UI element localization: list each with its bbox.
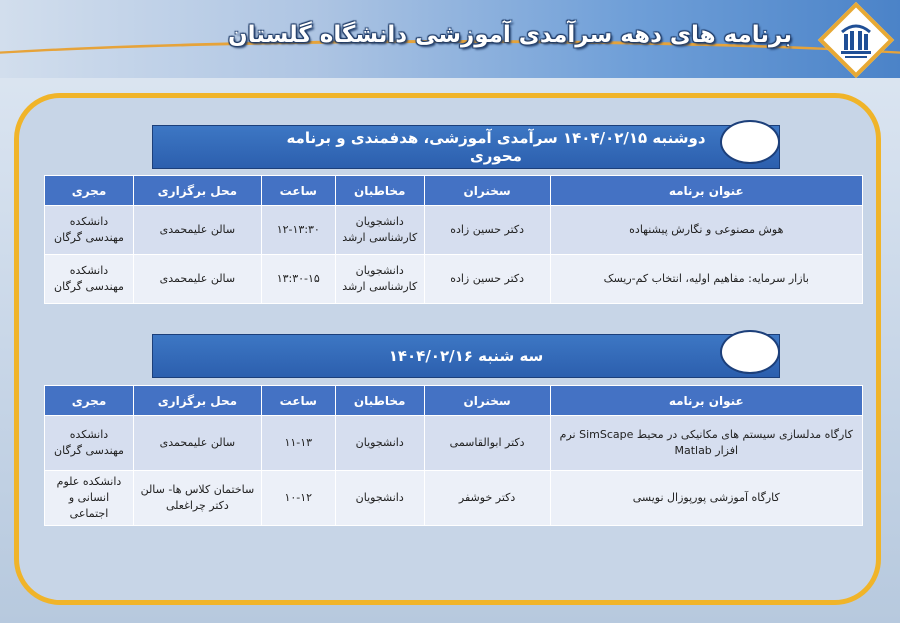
golestan-university-logo-icon bbox=[836, 18, 876, 62]
organizer: دانشکده علوم انسانی و اجتماعی bbox=[45, 471, 134, 526]
audience: دانشجویان کارشناسی ارشد bbox=[335, 206, 424, 255]
time: ۱۰-۱۲ bbox=[261, 471, 335, 526]
organizer: دانشکده مهندسی گرگان bbox=[45, 206, 134, 255]
university-logo bbox=[818, 2, 894, 78]
table-row bbox=[45, 471, 863, 526]
time: ۱۱-۱۳ bbox=[261, 416, 335, 471]
session-heading-1-circle bbox=[720, 120, 780, 164]
table-row bbox=[45, 255, 863, 304]
time: ۱۳:۳۰-۱۵ bbox=[261, 255, 335, 304]
audience: دانشجویان bbox=[335, 471, 424, 526]
col-organizer-header: مجری bbox=[45, 386, 134, 416]
page-title: برنامه های دهه سرآمدی آموزشی دانشگاه گلستان bbox=[227, 22, 792, 48]
session-heading-1 bbox=[152, 125, 780, 169]
venue: سالن علیمحمدی bbox=[133, 255, 261, 304]
col-audience-header: مخاطبان bbox=[335, 386, 424, 416]
organizer: دانشکده مهندسی گرگان bbox=[45, 255, 134, 304]
speaker: دکتر حسین زاده bbox=[424, 255, 550, 304]
speaker: دکتر خوشفر bbox=[424, 471, 550, 526]
time: ۱۲-۱۳:۳۰ bbox=[261, 206, 335, 255]
venue: ساختمان کلاس ها- سالن دکتر چراغعلی bbox=[133, 471, 261, 526]
table-row bbox=[45, 416, 863, 471]
session-heading-2-circle bbox=[720, 330, 780, 374]
schedule-table-1 bbox=[44, 175, 863, 304]
program-title: بازار سرمایه: مفاهیم اولیه، انتخاب کم-ریسک bbox=[550, 255, 862, 304]
table-header-row bbox=[45, 176, 863, 206]
col-audience-header: مخاطبان bbox=[335, 176, 424, 206]
col-venue-header: محل برگزاری bbox=[133, 386, 261, 416]
table-header-row bbox=[45, 386, 863, 416]
audience: دانشجویان bbox=[335, 416, 424, 471]
col-title-header: عنوان برنامه bbox=[550, 176, 862, 206]
program-title: کارگاه آموزشی پورپوزال نویسی bbox=[550, 471, 862, 526]
program-title: کارگاه مدلسازی سیستم های مکانیکی در محیط SimScape نرم افزار Matlab bbox=[550, 416, 862, 471]
table-row bbox=[45, 206, 863, 255]
col-speaker-header: سخنران bbox=[424, 386, 550, 416]
schedule-table-2 bbox=[44, 385, 863, 526]
session-heading-1-text: دوشنبه ۱۴۰۴/۰۲/۱۵ سرآمدی آموزشی، هدفمندی و برنامه محوری bbox=[286, 129, 706, 165]
organizer: دانشکده مهندسی گرگان bbox=[45, 416, 134, 471]
venue: سالن علیمحمدی bbox=[133, 206, 261, 255]
col-venue-header: محل برگزاری bbox=[133, 176, 261, 206]
speaker: دکتر حسین زاده bbox=[424, 206, 550, 255]
col-speaker-header: سخنران bbox=[424, 176, 550, 206]
col-time-header: ساعت bbox=[261, 176, 335, 206]
program-title: هوش مصنوعی و نگارش پیشنهاده bbox=[550, 206, 862, 255]
audience: دانشجویان کارشناسی ارشد bbox=[335, 255, 424, 304]
col-title-header: عنوان برنامه bbox=[550, 386, 862, 416]
session-heading-2-text: سه شنبه ۱۴۰۴/۰۲/۱۶ bbox=[388, 347, 544, 365]
session-heading-2 bbox=[152, 334, 780, 378]
venue: سالن علیمحمدی bbox=[133, 416, 261, 471]
col-organizer-header: مجری bbox=[45, 176, 134, 206]
col-time-header: ساعت bbox=[261, 386, 335, 416]
speaker: دکتر ابوالقاسمی bbox=[424, 416, 550, 471]
